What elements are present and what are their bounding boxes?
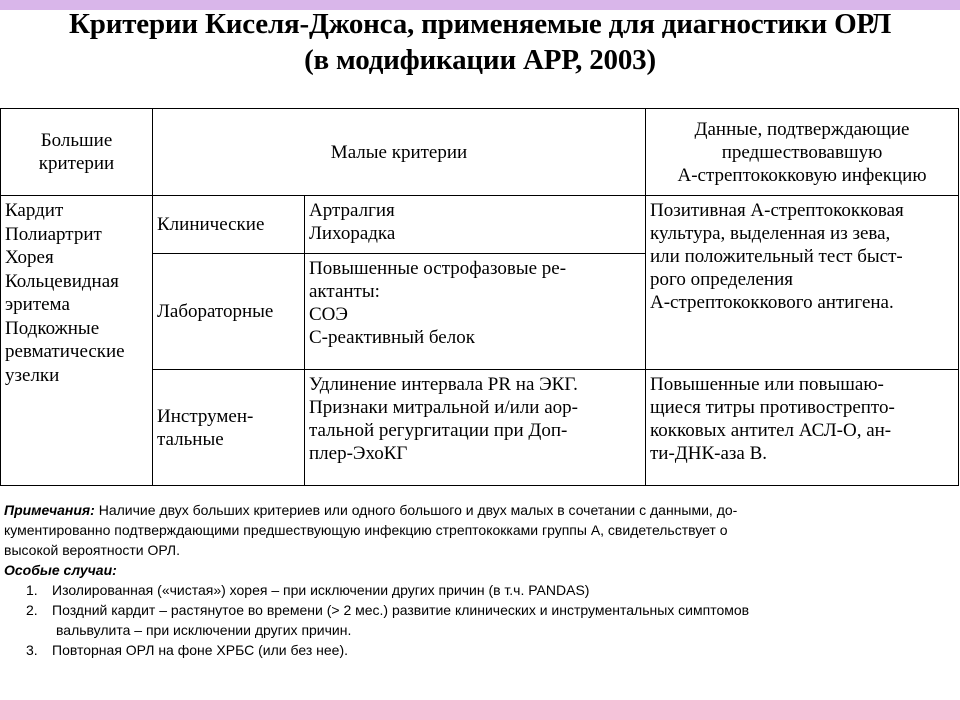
special-case-item: 1. Изолированная («чистая») хорея – при исключении других причин (в т.ч. PANDAS) xyxy=(26,582,590,598)
remark-line-1: Примечания: Наличие двух больших критериев или одного большого и двух малых в сочетании с данными, до- xyxy=(4,502,738,518)
category-instrumental: Инструмен- тальные xyxy=(153,370,305,486)
slide-title xyxy=(0,6,960,78)
special-case-item: 3. Повторная ОРЛ на фоне ХРБС (или без нее). xyxy=(26,642,349,658)
header-minor-criteria: Малые критерии xyxy=(153,109,646,196)
notes-section xyxy=(4,500,954,660)
header-evidence: Данные, подтверждающие предшествовавшую А-стрептококковую инфекцию xyxy=(646,109,959,196)
remark-label: Примечания: xyxy=(4,502,95,518)
special-cases-label: Особые случаи: xyxy=(4,562,117,578)
remark-line-3: высокой вероятности ОРЛ. xyxy=(4,542,181,558)
title-line-2: (в модификации АРР, 2003) xyxy=(304,44,656,76)
minor-clinical: Артралгия Лихорадка xyxy=(305,196,646,254)
title-line-1: Критерии Киселя-Джонса, применяемые для диагностики ОРЛ xyxy=(68,8,892,40)
bottom-decor-band xyxy=(0,700,960,720)
category-laboratory: Лабораторные xyxy=(153,254,305,370)
evidence-culture: Позитивная А-стрептококковая культура, выделенная из зева, или положительный тест быст- рого определения А-стрептококкового антигена. xyxy=(646,196,959,370)
table-row-clinical xyxy=(1,196,959,254)
evidence-titers: Повышенные или повышаю- щиеся титры противострепто- кокковых антител АСЛ-О, ан- ти-ДНК-аза В. xyxy=(646,370,959,486)
category-clinical: Клинические xyxy=(153,196,305,254)
criteria-table xyxy=(0,108,959,486)
header-major-criteria: Большие критерии xyxy=(1,109,153,196)
remark-line-2: кументированно подтверждающими предшествующую инфекцию стрептококками группы А, свидетельствует о xyxy=(4,522,728,538)
minor-laboratory: Повышенные острофазовые ре- актанты: СОЭ С-реактивный белок xyxy=(305,254,646,370)
major-criteria-list: Кардит Полиартрит Хорея Кольцевидная эритема Подкожные ревматические узелки xyxy=(1,196,153,486)
table-header-row xyxy=(1,109,959,196)
special-case-item: 2. Поздний кардит – растянутое во времени (> 2 мес.) развитие клинических и инструментальных симптомов xyxy=(26,602,750,618)
minor-instrumental: Удлинение интервала PR на ЭКГ. Признаки митральной и/или аор- тальной регургитации при Доп- плер-ЭхоКГ xyxy=(305,370,646,486)
special-case-item-continued: вальвулита – при исключении других причин. xyxy=(56,622,352,638)
